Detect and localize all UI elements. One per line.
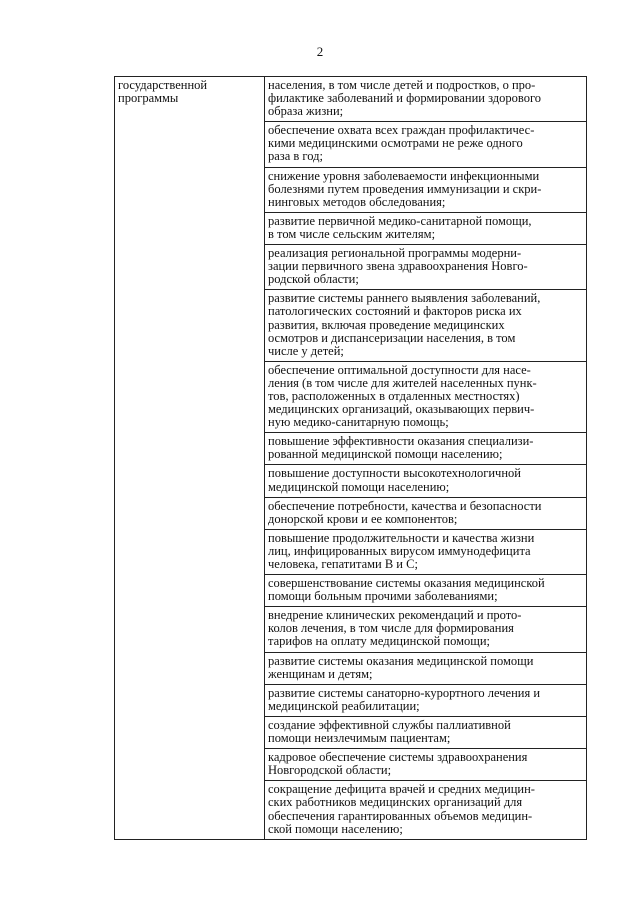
task-item: создание эффективной службы паллиативной помощи неизлечимым пациентам;	[265, 717, 586, 749]
right-cell	[265, 77, 587, 840]
task-item: внедрение клинических рекомендаций и прото- колов лечения, в том числе для формирования тарифов на оплату медицинской помощи;	[265, 607, 586, 652]
task-item: снижение уровня заболеваемости инфекционными болезнями путем проведения иммунизации и скри- нинговых методов обследования;	[265, 168, 586, 213]
task-item: сокращение дефицита врачей и средних медицин- ских работников медицинских организаций для обеспечения гарантированных объемов медицин- ской помощи населению;	[268, 782, 535, 836]
left-label: государственной программы	[118, 78, 208, 105]
task-item: населения, в том числе детей и подростков, о про- филактике заболеваний и формировании здорового образа жизни;	[265, 77, 586, 122]
task-item: повышение доступности высокотехнологичной медицинской помощи населению;	[265, 465, 586, 497]
task-item: повышение продолжительности и качества жизни лиц, инфицированных вирусом иммунодефицита человека, гепатитами B и C;	[265, 530, 586, 575]
task-item: кадровое обеспечение системы здравоохранения Новгородской области;	[265, 749, 586, 781]
task-item: развитие первичной медико-санитарной помощи, в том числе сельским жителям;	[265, 213, 586, 245]
task-item: обеспечение оптимальной доступности для насе- ления (в том числе для жителей населенных пунк- тов, расположенных в отдаленных местностях) медицинских организаций, оказывающих первич- ную медико-санитарную помощь;	[265, 362, 586, 433]
page-number: 2	[316, 44, 324, 59]
program-table	[114, 76, 587, 840]
left-cell	[115, 77, 265, 840]
task-item: обеспечение охвата всех граждан профилактичес- кими медицинскими осмотрами не реже одного раза в год;	[265, 122, 586, 167]
task-item: реализация региональной программы модерни- зации первичного звена здравоохранения Новго- родской области;	[265, 245, 586, 290]
task-item: обеспечение потребности, качества и безопасности донорской крови и ее компонентов;	[265, 498, 586, 530]
task-item: повышение эффективности оказания специализи- рованной медицинской помощи населению;	[265, 433, 586, 465]
task-item: совершенствование системы оказания медицинской помощи больным прочими заболеваниями;	[265, 575, 586, 607]
task-list	[265, 77, 586, 839]
table-row	[115, 77, 587, 840]
task-item: развитие системы раннего выявления заболеваний, патологических состояний и факторов риска их развития, включая проведение медицинских осмотров и диспансеризации населения, в том числе у детей;	[265, 290, 586, 361]
task-item: развитие системы оказания медицинской помощи женщинам и детям;	[265, 653, 586, 685]
task-item: развитие системы санаторно-курортного лечения и медицинской реабилитации;	[265, 685, 586, 717]
